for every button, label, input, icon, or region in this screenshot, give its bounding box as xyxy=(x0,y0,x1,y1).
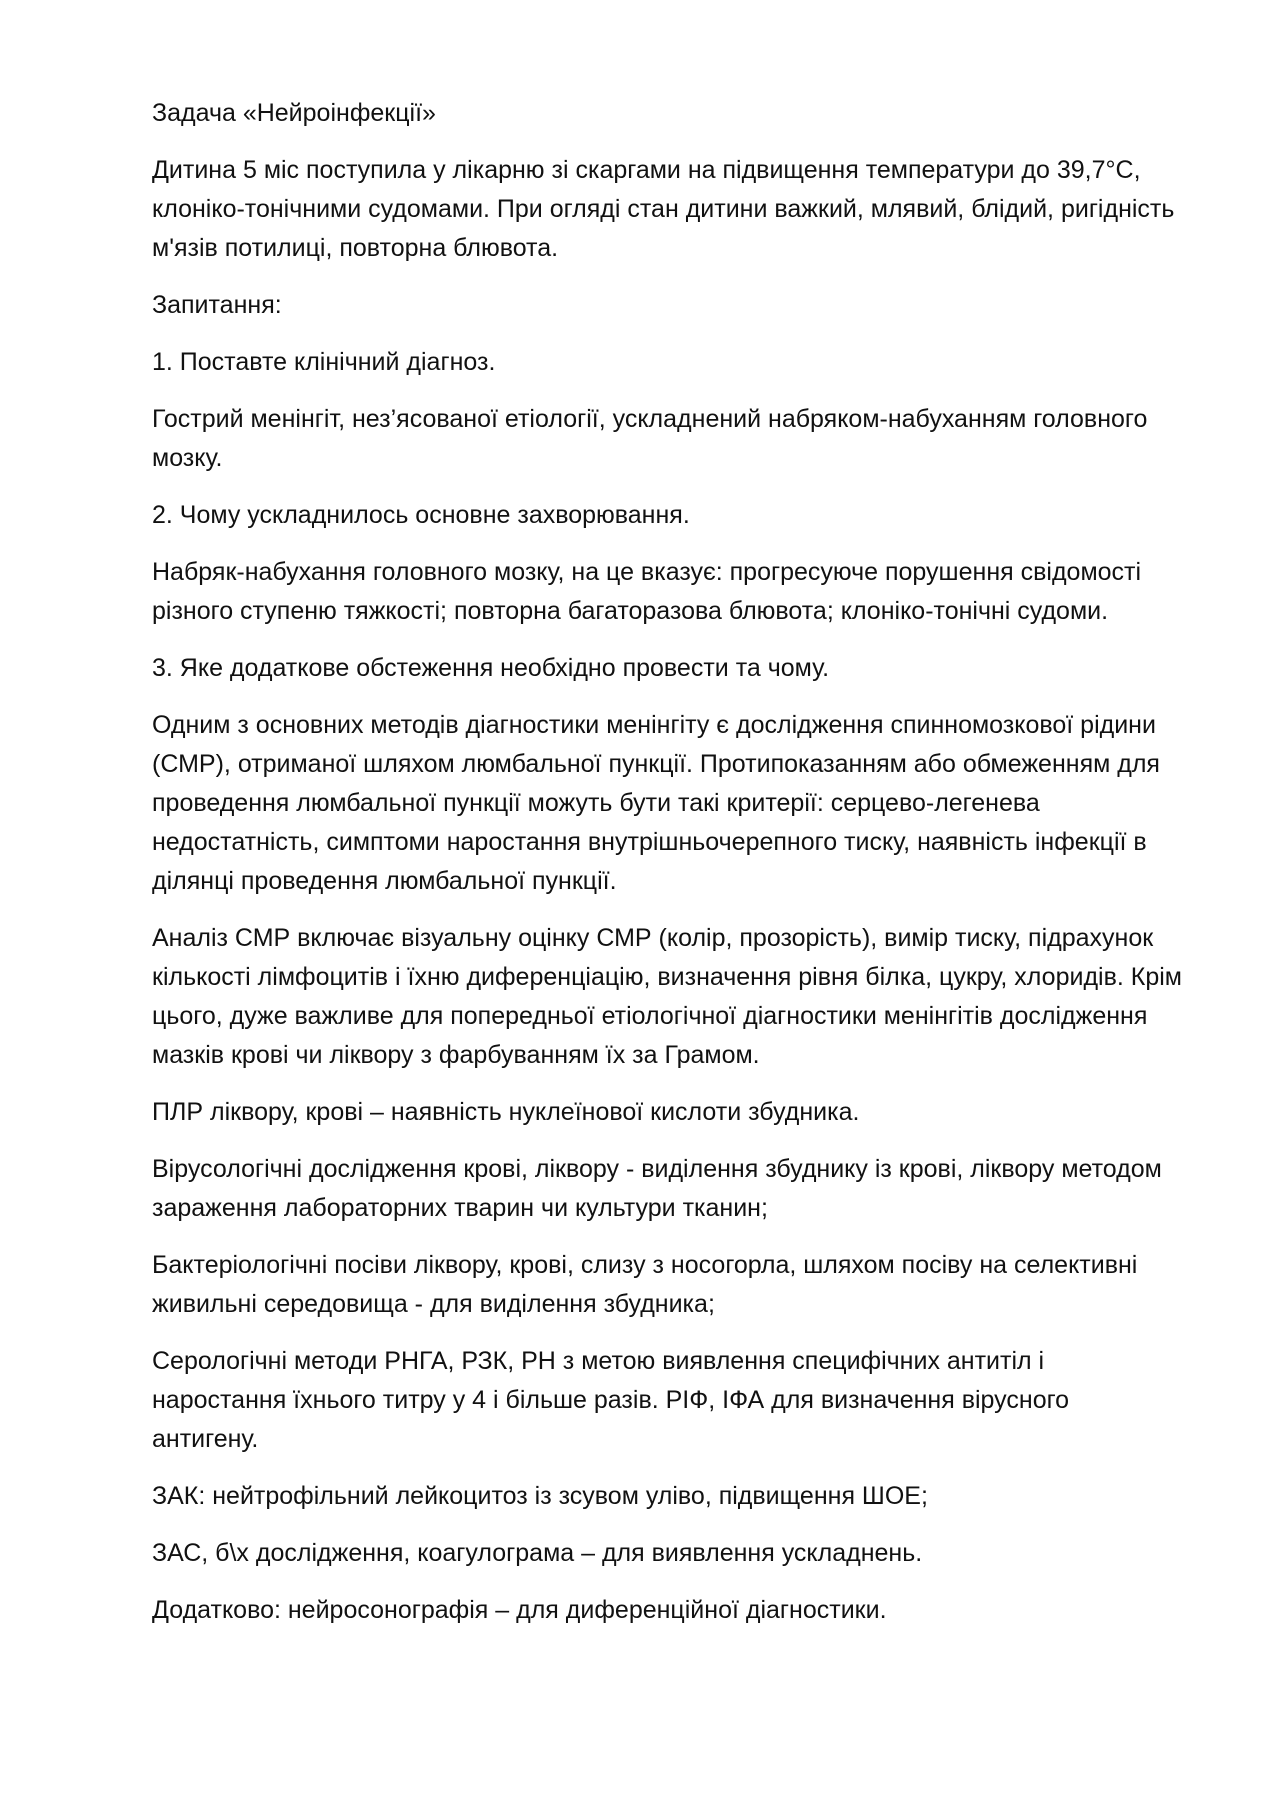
answer-3-paragraph: ЗАК: нейтрофільний лейкоцитоз із зсувом уліво, підвищення ШОЕ; xyxy=(152,1482,928,1510)
answer-3-paragraph: Аналіз СМР включає візуальну оцінку СМР (колір, прозорість), вимір тиску, підрахунок кількості лімфоцитів і їхню диференціацію, визначення рівня білка, цукру, хлоридів. Крім цього, дуже важливе для попередньої етіологічної діагностики менінгітів дослідження мазків крові чи ліквору з фарбуванням їх за Грамом. xyxy=(152,924,1182,1069)
answer-3-paragraph: Бактеріологічні посіви ліквору, крові, слизу з носогорла, шляхом посіву на селективні живильні середовища - для виділення збудника; xyxy=(152,1251,1138,1318)
document-body xyxy=(152,94,1182,1648)
answer-2: Набряк-набухання головного мозку, на це вказує: прогресуюче порушення свідомості різного ступеню тяжкості; повторна багаторазова блювота; клоніко-тонічні судоми. xyxy=(152,558,1142,625)
answer-3-paragraph: Додатково: нейросонографія – для диференційної діагностики. xyxy=(152,1596,887,1624)
answer-3-paragraph: ПЛР ліквору, крові – наявність нуклеїнової кислоти збудника. xyxy=(152,1098,860,1126)
document-title: Задача «Нейроінфекції» xyxy=(152,99,436,127)
answer-3-paragraph: ЗАС, б\х дослідження, коагулограма – для виявлення ускладнень. xyxy=(152,1539,923,1567)
answer-3-paragraph: Вірусологічні дослідження крові, ліквору - виділення збуднику із крові, ліквору методом зараження лабораторних тварин чи культури тканин; xyxy=(152,1155,1162,1222)
question-2: 2. Чому ускладнилось основне захворювання. xyxy=(152,501,690,529)
answer-1: Гострий менінгіт, нез’ясованої етіології, ускладнений набряком-набуханням головного мозку. xyxy=(152,405,1148,472)
question-3: 3. Яке додаткове обстеження необхідно провести та чому. xyxy=(152,654,830,682)
answer-3-paragraph: Одним з основних методів діагностики менінгіту є дослідження спинномозкової рідини (СМР), отриманої шляхом люмбальної пункції. Протипоказанням або обмеженням для проведення люмбальної пункції можуть бути такі критерії: серцево-легенева недостатність, симптоми наростання внутрішньочерепного тиску, наявність інфекції в ділянці проведення люмбальної пункції. xyxy=(152,711,1160,895)
case-description: Дитина 5 міс поступила у лікарню зі скаргами на підвищення температури до 39,7°С, клоніко-тонічними судомами. При огляді стан дитини важкий, млявий, блідий, ригідність м'язів потилиці, повторна блювота. xyxy=(152,156,1175,262)
question-1: 1. Поставте клінічний діагноз. xyxy=(152,348,496,376)
questions-heading: Запитання: xyxy=(152,291,282,319)
answer-3-paragraph: Серологічні методи РНГА, РЗК, РН з метою виявлення специфічних антитіл і наростання їхнього титру у 4 і більше разів. РІФ, ІФА для визначення вірусного антигену. xyxy=(152,1347,1070,1453)
